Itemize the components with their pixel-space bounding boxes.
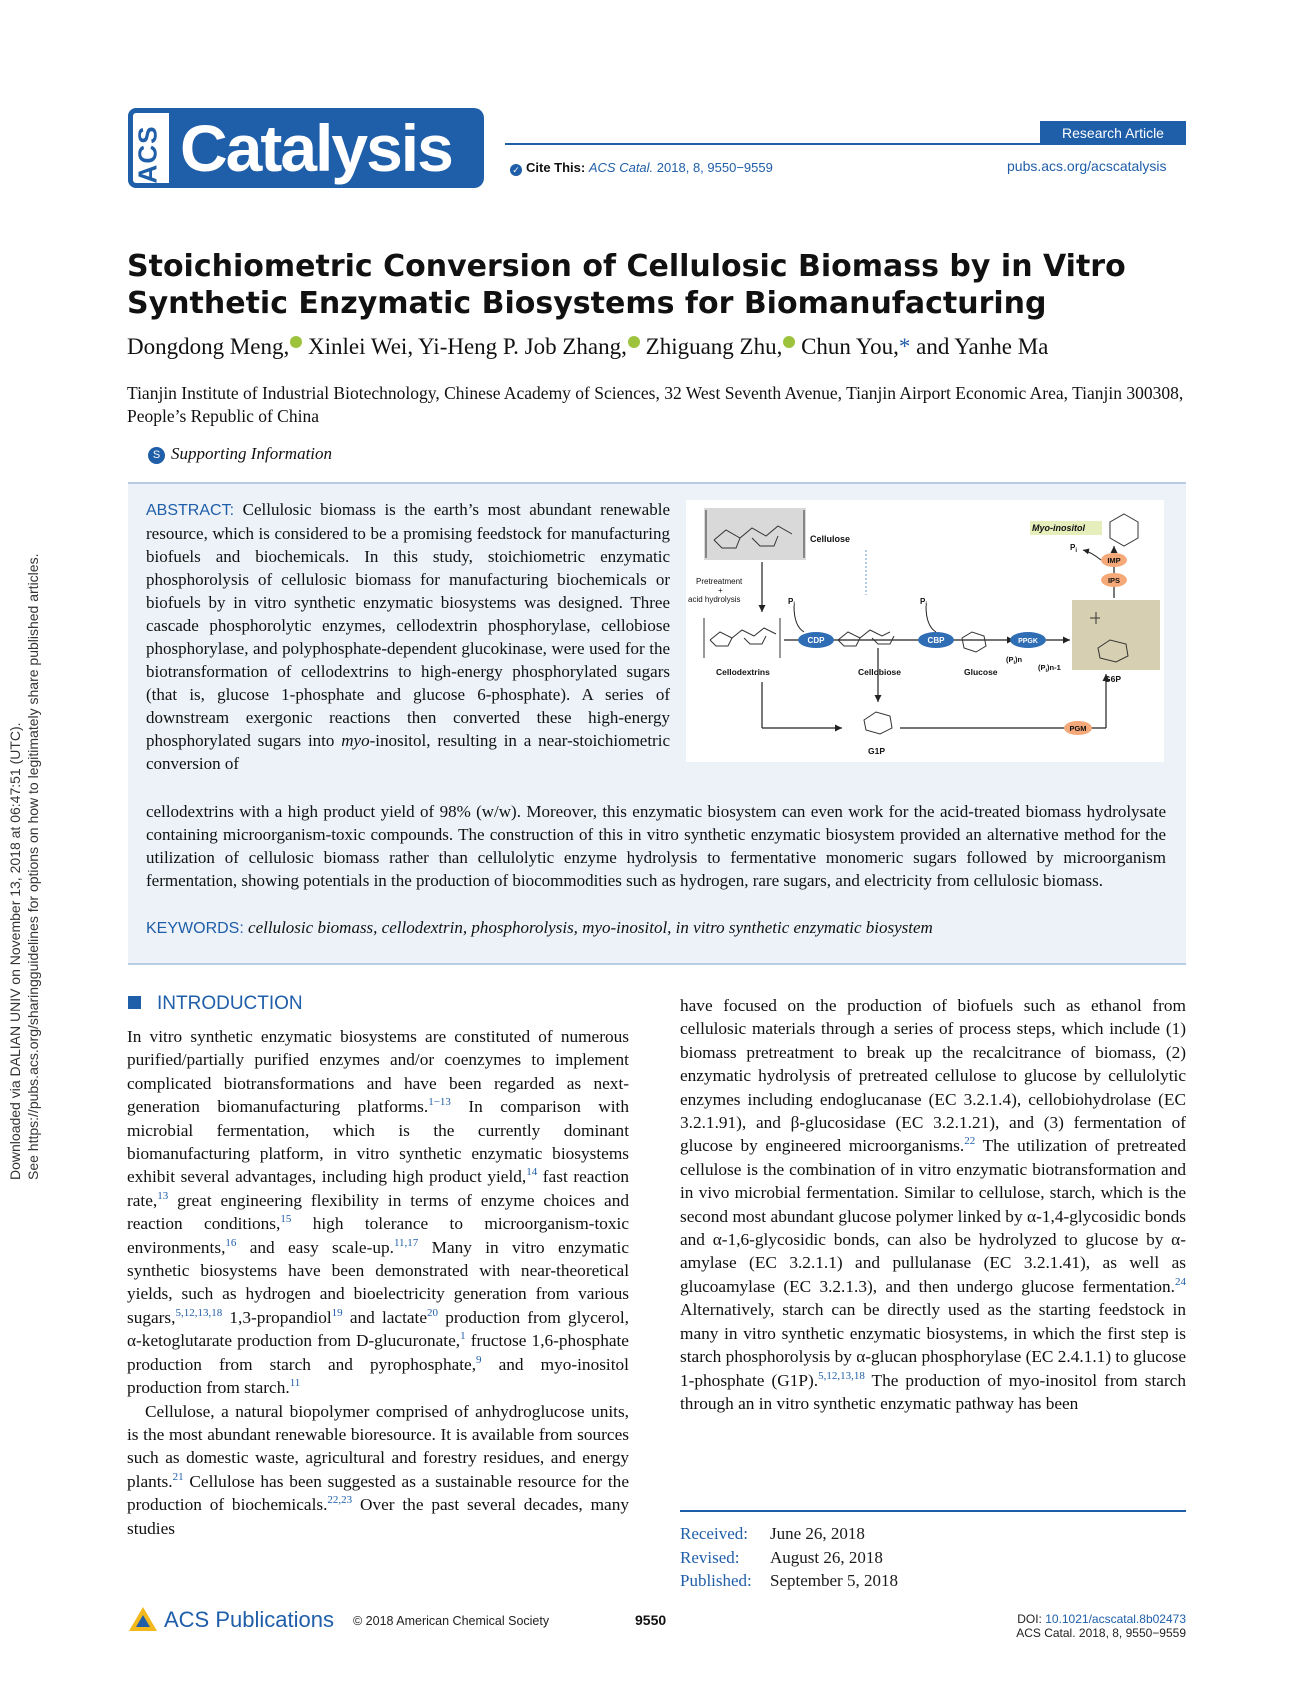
citation-ref[interactable]: 20 — [427, 1307, 439, 1320]
svg-text:PGM: PGM — [1069, 724, 1087, 733]
citation-ref[interactable]: 19 — [331, 1307, 343, 1320]
svg-text:Glucose: Glucose — [964, 667, 998, 677]
author-list — [127, 334, 1048, 360]
body-column-left — [127, 1025, 629, 1540]
cellobiose-structure — [838, 630, 894, 646]
glucose-ring — [962, 632, 986, 652]
svg-text:(Pi)n-1: $(P_i)n-1$ — [1038, 663, 1061, 674]
citation-ref[interactable]: 1 — [460, 1330, 466, 1343]
article-title: Stoichiometric Conversion of Cellulosic Biomass by in Vitro Synthetic Enzymatic Biosystems for Biomanufacturing — [127, 249, 1126, 321]
svg-text:IPS: IPS — [1107, 576, 1121, 585]
svg-text:acid hydrolysis: acid hydrolysis — [688, 595, 741, 604]
citation-ref[interactable]: 22 — [964, 1135, 976, 1148]
keyword-list: cellulosic biomass, cellodextrin, phosphorolysis, myo-inositol, in vitro synthetic enzymatic biosystem — [248, 918, 933, 937]
citation-ref[interactable]: 14 — [526, 1166, 538, 1179]
svg-text:Pretreatment: Pretreatment — [696, 577, 743, 586]
svg-text:Pi: $P_i$ — [1070, 543, 1078, 554]
doi-block: DOI: 10.1021/acscatal.8b02473 ACS Catal. 2018, 8, 9550−9559 — [900, 1612, 1186, 1640]
g1p-ring — [864, 712, 892, 734]
svg-text:Pi: $P_i$ — [920, 597, 928, 608]
supporting-icon: S — [148, 447, 165, 464]
date-published: Published: September 5, 2018 — [680, 1571, 898, 1590]
citation-ref[interactable]: 24 — [1175, 1276, 1186, 1289]
download-watermark — [6, 554, 42, 1180]
doi-link[interactable]: 10.1021/acscatal.8b02473 — [1045, 1612, 1186, 1626]
acs-triangle-icon — [128, 1605, 158, 1633]
corresponding-mark[interactable]: * — [898, 334, 911, 359]
publication-dates — [680, 1510, 1186, 1593]
svg-text:PPGK: PPGK — [1018, 638, 1038, 645]
cellulose-structure — [704, 508, 806, 560]
citation-ref[interactable]: 13 — [157, 1190, 169, 1203]
footer-citation: ACS Catal. 2018, 8, 9550−9559 — [1016, 1626, 1186, 1640]
journal-logo[interactable] — [128, 108, 484, 188]
svg-text:Pi: $P_i$ — [788, 597, 796, 608]
svg-text:G6P: G6P — [1104, 674, 1122, 684]
svg-text:+: + — [718, 586, 723, 595]
orcid-icon[interactable] — [290, 336, 302, 348]
g6p-structure — [1072, 600, 1160, 670]
article-type-badge: Research Article — [1040, 121, 1186, 145]
author[interactable]: Chun You, — [801, 334, 899, 359]
section-heading-introduction[interactable]: INTRODUCTION — [128, 993, 303, 1015]
acs-logo-mark: ACS — [128, 108, 174, 188]
author[interactable]: Zhiguang Zhu, — [645, 334, 783, 359]
citation-ref[interactable]: 11 — [289, 1377, 301, 1390]
check-icon: ✓ — [510, 164, 522, 176]
citation-ref[interactable]: 11,17 — [393, 1236, 419, 1249]
cite-this[interactable]: ✓ Cite This: ACS Catal. 2018, 8, 9550−9559 — [510, 160, 773, 176]
citation-ref[interactable]: 5,12,13,18 — [818, 1369, 865, 1382]
acs-publications-logo[interactable]: ACS Publications — [128, 1605, 334, 1633]
section-bullet — [128, 996, 141, 1009]
svg-text:IMP: IMP — [1107, 556, 1121, 565]
toc-graphic — [686, 500, 1164, 762]
cite-journal: ACS Catal. — [588, 160, 654, 175]
citation-ref[interactable]: 5,12,13,18 — [175, 1307, 223, 1320]
cellodextrins-structure — [704, 618, 780, 658]
myo-inositol-ring — [1110, 514, 1138, 546]
journal-url[interactable]: pubs.acs.org/acscatalysis — [1007, 158, 1167, 174]
label-myo-inositol: Myo-inositol — [1032, 523, 1085, 533]
page-number: 9550 — [635, 1612, 667, 1628]
watermark-line-2: See https://pubs.acs.org/sharingguidelines for options on how to legitimately share published articles. — [25, 553, 41, 1180]
svg-text:CBP: CBP — [927, 636, 945, 645]
keywords — [146, 918, 1176, 938]
supporting-information-link[interactable]: S Supporting Information — [148, 444, 332, 464]
svg-text:(Pi)n: $(P_i)n$ — [1006, 655, 1023, 666]
date-received: Received: June 26, 2018 — [680, 1524, 865, 1543]
citation-ref[interactable]: 15 — [280, 1213, 292, 1226]
author[interactable]: Xinlei Wei, Yi-Heng P. Job Zhang, — [308, 334, 627, 359]
author[interactable]: and Yanhe Ma — [916, 334, 1049, 359]
keywords-label: KEYWORDS: — [146, 920, 244, 937]
orcid-icon[interactable] — [628, 336, 640, 348]
cite-volume: 2018, 8, 9550−9559 — [656, 160, 773, 175]
affiliation: Tianjin Institute of Industrial Biotechnology, Chinese Academy of Sciences, 32 West Seventh Avenue, Tianjin Airport Economic Area, Tianjin 300308, People’s Republic of China — [127, 383, 1184, 426]
svg-text:Cellodextrins: Cellodextrins — [716, 667, 770, 677]
abstract-text-bottom: cellodextrins with a high product yield of 98% (w/w). Moreover, this enzymatic biosystem can even work for the acid-treated biomass hydrolysate containing microorganism-toxic compounds. The construction of this in vitro synthetic enzymatic biosystem provided an alternative method for the utilization of cellulosic biomass rather than cellulolytic enzyme hydrolysis to fermentative monomeric sugars followed by microorganism fermentation, showing potentials in the production of biocommodities such as hydrogen, rare sugars, and electricity from cellulosic biomass. — [146, 802, 1166, 890]
paragraph: have focused on the production of biofuels such as ethanol from cellulosic materials through a series of process steps, which include (1) biomass pretreatment to break up the recalcitrance of biomass, (2) enzymatic hydrolysis of pretreated cellulose to glucose by cellulolytic enzymes including endoglucanase (EC 3.2.1.4), cellobiohydrolase (EC 3.2.1.91), and β-glucosidase (EC 3.2.1.21), and (3) fermentation of glucose by engineered microorganisms.$^{22}$ The utilization of pretreated cellulose is the combination of in vitro enzymatic biotransformation and in vivo microbial fermentation. Similar to cellulose, starch, which is the second most abundant glucose polymer linked by α-1,4-glycosidic bonds and α-1,6-glycosidic bonds, can also be hydrolyzed to glucose by α-amylase (EC 3.2.1.1) and pullulanase (EC 3.2.1.41), as well as glucoamylase (EC 3.2.1.3), and then undergo glucose fermentation.$^{24}$ Alternatively, starch can be directly used as the starting feedstock in many in vitro synthetic enzymatic biosystems, in which the first step is starch phosphorolysis by α-glucan phosphorylase (EC 2.4.1.1) to glucose 1-phosphate (G1P).$^{5,12,13,18}$ The production of myo-inositol from starch through an in vitro synthetic enzymatic pathway has been — [680, 996, 1186, 1413]
paragraph: Cellulose, a natural biopolymer comprised of anhydroglucose units, is the most abundant renewable bioresource. It is available from sources such as domestic waste, agricultural and forestry residues, and energy plants.$^{21}$ Cellulose has been suggested as a sustainable resource for the production of biochemicals.$^{22,23}$ Over the past several decades, many studies — [127, 1401, 629, 1538]
watermark-line-1: Downloaded via DALIAN UNIV on November 13, 2018 at 06:47:51 (UTC). — [7, 722, 23, 1180]
author[interactable]: Dongdong Meng, — [127, 334, 290, 359]
copyright: © 2018 American Chemical Society — [353, 1614, 550, 1628]
orcid-icon[interactable] — [783, 336, 795, 348]
body-column-right — [680, 994, 1186, 1415]
label-cellulose: Cellulose — [810, 534, 851, 544]
date-revised: Revised: August 26, 2018 — [680, 1547, 883, 1567]
citation-ref[interactable]: 21 — [172, 1470, 184, 1483]
citation-ref[interactable]: 16 — [225, 1236, 237, 1249]
paragraph: In vitro synthetic enzymatic biosystems are constituted of numerous purified/partially purified enzymes and/or coenzymes to implement complicated biotransformations and have been regarded as next-generation biomanufacturing platforms.$^{1-13}$ In comparison with microbial fermentation, which is the currently dominant biomanufacturing platform, in vitro synthetic enzymatic biosystems exhibit several advantages, including high product yield,$^{14}$ fast reaction rate,$^{13}$ great engineering flexibility in terms of enzyme choices and reaction conditions,$^{15}$ high tolerance to microorganism-toxic environments,$^{16}$ and easy scale-up.$^{11,17}$ Many in vitro enzymatic synthetic biosystems have been demonstrated with near-theoretical yields, such as hydrogen and bioelectricity generation from various sugars,$^{5,12,13,18}$ 1,3-propandiol$^{19}$ and lactate$^{20}$ production from glycerol, α-ketoglutarate production from D-glucuronate,$^1$ fructose 1,6-phosphate production from starch and pyrophosphate,$^9$ and myo-inositol production from starch.$^{11}$ — [127, 1027, 630, 1398]
svg-text:G1P: G1P — [868, 746, 886, 756]
journal-logo-word: Catalysis — [180, 111, 452, 185]
citation-ref[interactable]: 1−13 — [428, 1096, 451, 1109]
abstract-label: ABSTRACT: — [146, 502, 235, 519]
citation-ref[interactable]: 22,23 — [327, 1494, 353, 1507]
abstract-text-top: ABSTRACT: Cellulosic biomass is the earth’s most abundant renewable resource, which is considered to be a promising feedstock for manufacturing biofuels and biochemicals. In this study, stoichiometric enzymatic phosphorolysis of cellulosic biomass for manufacturing biochemicals or biofuels by in vitro synthetic enzymatic biosystems was designed. Three cascade phosphorolytic enzymes, cellodextrin phosphorylase, cellobiose phosphorylase, and polyphosphate-dependent glucokinase, were used for the biotransformation of cellodextrins to high-energy phosphorylated sugars (that is, glucose 1-phosphate and glucose 6-phosphate). A series of downstream exergonic reactions then converted these high-energy phosphorylated sugars into myo-inositol, resulting in a near-stoichiometric conversion of — [146, 500, 670, 773]
svg-text:Cellobiose: Cellobiose — [858, 667, 901, 677]
svg-text:CDP: CDP — [807, 636, 825, 645]
citation-ref[interactable]: 9 — [476, 1353, 482, 1366]
